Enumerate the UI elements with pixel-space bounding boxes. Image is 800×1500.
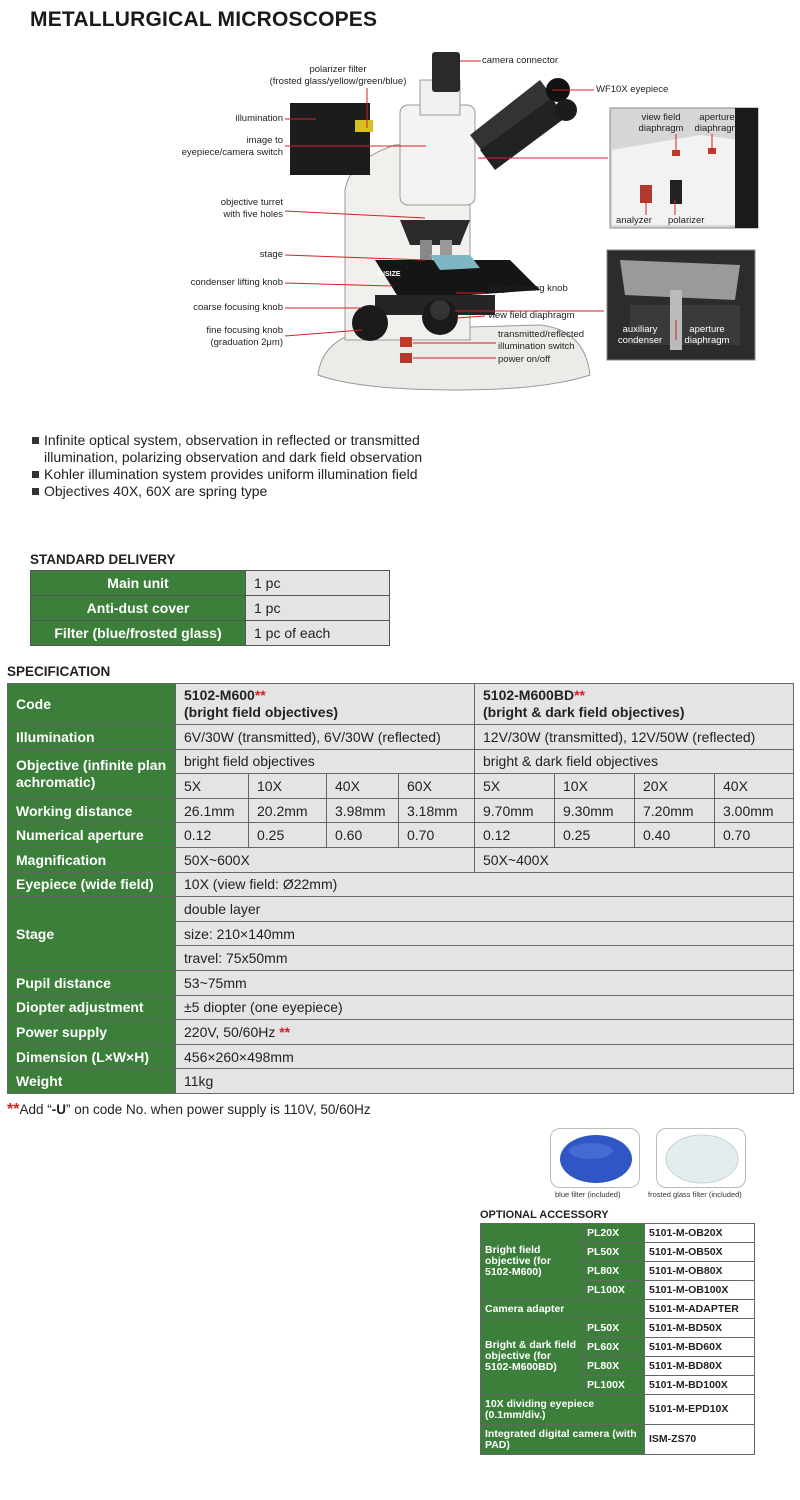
spec-value: 0.40 [635,823,715,848]
spec-value: ±5 diopter (one eyepiece) [176,995,794,1020]
specification-table [7,683,794,1094]
accessory-code: 5101-M-OB50X [645,1243,755,1262]
blue-filter-image [550,1128,640,1188]
label-polarizer-filter-detail: (frosted glass/yellow/green/blue) [269,76,407,87]
accessory-code: 5101-M-EPD10X [645,1395,755,1425]
table-row [8,725,794,750]
asterisk-mark: ** [574,687,585,703]
spec-label-eyepiece: Eyepiece (wide field) [8,872,176,897]
table-row [8,1044,794,1069]
inset-label-analyzer: analyzer [616,215,652,226]
spec-label-numerical-aperture: Numerical aperture [8,823,176,848]
inset-label-polarizer: polarizer [668,215,705,226]
feature-item: Kohler illumination system provides uniform illumination field [30,466,470,483]
spec-value: 50X~400X [475,847,794,872]
label-fine-focusing-graduation: (graduation 2μm) [210,337,283,348]
asterisk-mark: ** [279,1023,291,1040]
table-row [481,1425,755,1455]
accessory-model: PL50X [583,1243,645,1262]
spec-value: 3.00mm [715,798,794,823]
label-objective-turret-detail: with five holes [223,209,283,220]
label-condenser-lifting-knob: condenser lifting knob [190,277,283,288]
label-illumination: illumination [235,113,283,124]
spec-label-power-supply: Power supply [8,1020,176,1045]
label-view-field-diaphragm: view field diaphragm [488,310,575,321]
standard-delivery-title: STANDARD DELIVERY [30,552,176,567]
spec-label-weight: Weight [8,1069,176,1094]
spec-value: 53~75mm [176,970,794,995]
feature-list [30,432,470,500]
spec-value: 26.1mm [176,798,249,823]
spec-label-diopter: Diopter adjustment [8,995,176,1020]
spec-value: 40X [715,774,794,799]
inset-label-aperture-2: aperture [689,324,725,335]
accessory-model: PL100X [583,1376,645,1395]
label-polarizer-filter: polarizer filter [309,64,367,75]
label-power-on-off: power on/off [498,354,551,365]
spec-value: 40X [327,774,399,799]
spec-value: 7.20mm [635,798,715,823]
table-row [8,749,794,774]
table-row [8,847,794,872]
note-text: ” on code No. when power supply is 110V, 50/60Hz [65,1102,371,1117]
label-trans-reflected-switch-detail: illumination switch [498,341,575,352]
spec-value: 0.25 [249,823,327,848]
accessory-code: 5101-M-OB20X [645,1224,755,1243]
spec-value: 0.12 [176,823,249,848]
accessory-model: PL20X [583,1224,645,1243]
accessory-model: PL80X [583,1357,645,1376]
spec-value: 20.2mm [249,798,327,823]
spec-value: 12V/30W (transmitted), 12V/50W (reflected) [475,725,794,750]
accessory-code: ISM-ZS70 [645,1425,755,1455]
spec-label-objective: Objective (infinite plan achromatic) [8,749,176,798]
label-objective-turret: objective turret [220,197,283,208]
note-text: Add “ [19,1102,52,1117]
spec-label-magnification: Magnification [8,847,176,872]
label-camera-connector: camera connector [482,55,559,66]
delivery-qty: 1 pc of each [246,621,390,646]
delivery-qty: 1 pc [246,596,390,621]
table-row [31,571,390,596]
table-row [481,1300,755,1319]
code-a-sub: (bright field objectives) [184,704,339,720]
spec-value: 6V/30W (transmitted), 6V/30W (reflected) [176,725,475,750]
inset-label-aperture: aperture [699,112,735,123]
label-image-switch: image to [246,135,283,146]
table-row [8,823,794,848]
table-row [8,798,794,823]
code-b-sub: (bright & dark field objectives) [483,704,685,720]
microscope-figure [0,40,800,430]
label-fine-focusing-knob: fine focusing knob [206,325,283,336]
spec-value: travel: 75x50mm [176,946,794,971]
spec-value: 0.12 [475,823,555,848]
frosted-filter-caption: frosted glass filter (included) [648,1190,742,1199]
table-row [8,995,794,1020]
optional-accessory-title: OPTIONAL ACCESSORY [480,1209,609,1221]
spec-value: 50X~600X [176,847,475,872]
frosted-filter-disc [657,1129,747,1189]
specification-title: SPECIFICATION [7,664,111,679]
page-title: METALLURGICAL MICROSCOPES [30,8,378,31]
label-image-switch-detail: eyepiece/camera switch [181,147,283,158]
spec-label-code: Code [8,684,176,725]
accessory-code: 5101-M-OB100X [645,1281,755,1300]
delivery-item: Anti-dust cover [31,596,246,621]
table-row [481,1224,755,1243]
code-b: 5102-M600BD [483,687,575,703]
delivery-qty: 1 pc [246,571,390,596]
delivery-item: Main unit [31,571,246,596]
spec-value: 60X [399,774,475,799]
label-coarse-focusing-knob: coarse focusing knob [193,302,283,313]
table-row [31,596,390,621]
accessory-code: 5101-M-BD60X [645,1338,755,1357]
delivery-item: Filter (blue/frosted glass) [31,621,246,646]
spec-value: 5X [475,774,555,799]
accessory-label: Bright field objective (for 5102-M600) [481,1224,583,1300]
table-row [8,897,794,922]
inset-label-aperture-diaphragm: diaphragm [694,123,740,134]
brand-logo: INSIZE [378,271,401,278]
spec-code-b [475,684,794,725]
table-row [8,1020,794,1045]
asterisk-mark: ** [7,1101,20,1118]
power-value: 220V, 50/60Hz [184,1023,276,1040]
asterisk-mark: ** [254,687,266,703]
accessory-code: 5101-M-OB80X [645,1262,755,1281]
spec-label-dimension: Dimension (L×W×H) [8,1044,176,1069]
microscope-illustration [0,40,800,430]
feature-item: Objectives 40X, 60X are spring type [30,483,470,500]
spec-value: 0.60 [327,823,399,848]
accessory-label: Bright & dark field objective (for 5102-M600BD) [481,1319,583,1395]
code-a: 5102-M600 [184,687,255,703]
table-row [31,621,390,646]
inset-label-auxiliary-condenser: condenser [617,335,663,346]
feature-item: Infinite optical system, observation in reflected or transmitted illumination, polarizing observation and dark field observation [30,432,470,466]
accessory-label: 10X dividing eyepiece (0.1mm/div.) [481,1395,645,1425]
accessory-code: 5101-M-ADAPTER [645,1300,755,1319]
spec-label-working-distance: Working distance [8,798,176,823]
footnote [7,1101,371,1119]
accessory-model: PL80X [583,1262,645,1281]
spec-value: bright & dark field objectives [475,749,794,774]
spec-value: 20X [635,774,715,799]
table-row [8,970,794,995]
note-code: -U [51,1102,66,1117]
spec-value: 0.70 [715,823,794,848]
inset-label-view-field: view field [641,112,681,123]
spec-label-stage: Stage [8,897,176,971]
spec-value: 456×260×498mm [176,1044,794,1069]
table-row [481,1319,755,1338]
inset-label-view-field-diaphragm: diaphragm [638,123,684,134]
label-trans-reflected-switch: transmitted/reflected [498,329,585,340]
standard-delivery-table [30,570,390,646]
accessory-label: Camera adapter [481,1300,645,1319]
accessory-label: Integrated digital camera (with PAD) [481,1425,645,1455]
optional-accessory-table [480,1223,755,1455]
table-row [8,1069,794,1094]
accessory-code: 5101-M-BD50X [645,1319,755,1338]
spec-value: 10X (view field: Ø22mm) [176,872,794,897]
spec-value: 11kg [176,1069,794,1094]
accessory-code: 5101-M-BD80X [645,1357,755,1376]
spec-value: 10X [249,774,327,799]
spec-label-pupil-distance: Pupil distance [8,970,176,995]
table-row [8,684,794,725]
spec-value: 0.25 [555,823,635,848]
spec-value: 3.98mm [327,798,399,823]
label-wf10x-eyepiece: WF10X eyepiece [596,84,669,95]
table-row [481,1395,755,1425]
spec-value: 0.70 [399,823,475,848]
spec-value: size: 210×140mm [176,921,794,946]
spec-value: 3.18mm [399,798,475,823]
inset-label-auxiliary: auxiliary [622,324,658,335]
table-row [8,872,794,897]
spec-value: 5X [176,774,249,799]
spec-value: 10X [555,774,635,799]
spec-value [176,1020,794,1045]
blue-filter-disc [551,1129,641,1189]
accessory-model: PL100X [583,1281,645,1300]
frosted-filter-image [656,1128,746,1188]
spec-label-illumination: Illumination [8,725,176,750]
inset-label-aperture-diaphragm-2: diaphragm [684,335,730,346]
accessory-model: PL50X [583,1319,645,1338]
accessory-model: PL60X [583,1338,645,1357]
blue-filter-caption: blue filter (included) [555,1190,621,1199]
accessory-code: 5101-M-BD100X [645,1376,755,1395]
spec-value: 9.70mm [475,798,555,823]
label-stage-moving-knob: stage moving knob [488,283,568,294]
spec-value: bright field objectives [176,749,475,774]
spec-value: double layer [176,897,794,922]
spec-value: 9.30mm [555,798,635,823]
spec-code-a [176,684,475,725]
label-stage: stage [259,249,283,260]
